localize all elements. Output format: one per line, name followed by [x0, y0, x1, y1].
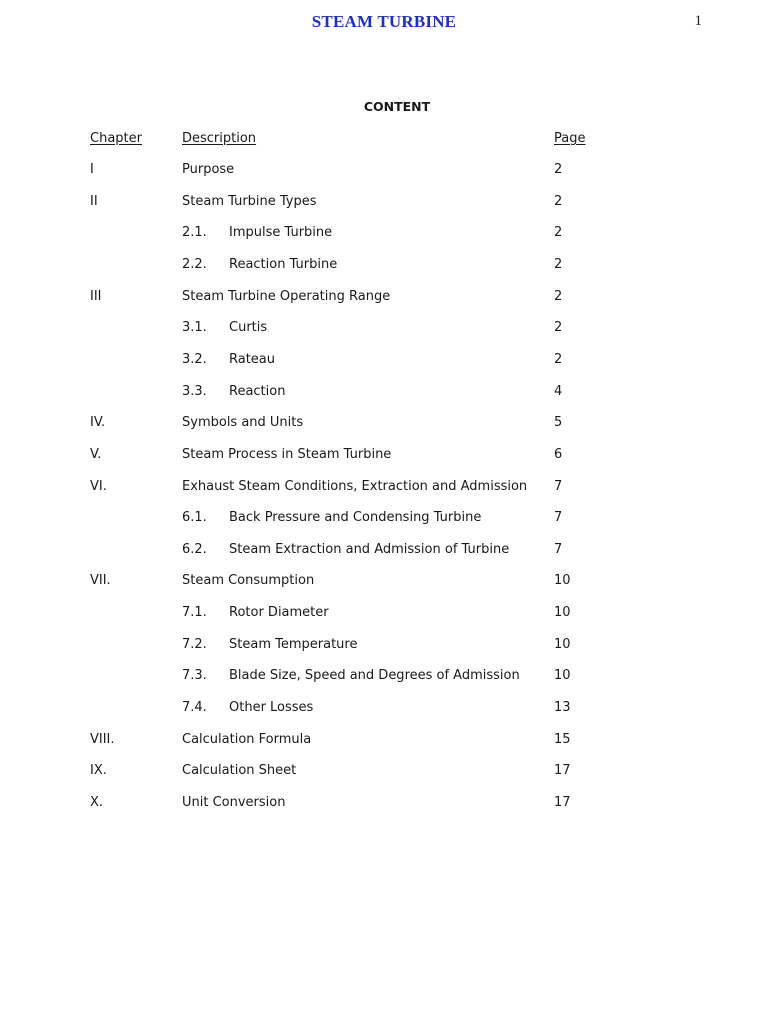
toc-row — [0, 762, 768, 780]
toc-section-number: 3.3. — [182, 384, 207, 399]
toc-section-number: 3.1. — [182, 320, 207, 335]
toc-page: 2 — [554, 162, 563, 177]
toc-row — [0, 794, 768, 812]
toc-page: 2 — [554, 257, 563, 272]
toc-chapter: VIII. — [90, 732, 115, 747]
toc-section-number: 3.2. — [182, 352, 207, 367]
toc-row — [0, 224, 768, 242]
toc-section-number: 2.2. — [182, 257, 207, 272]
toc-page: 5 — [554, 415, 563, 430]
toc-heading: CONTENT — [363, 99, 431, 114]
toc-page: 10 — [554, 573, 571, 588]
toc-description: Back Pressure and Condensing Turbine — [229, 510, 482, 525]
toc-row — [0, 604, 768, 622]
toc-chapter: IV. — [90, 415, 106, 430]
toc-row — [0, 383, 768, 401]
toc-description: Reaction Turbine — [229, 257, 338, 272]
toc-chapter: V. — [90, 447, 102, 462]
toc-description: Steam Process in Steam Turbine — [182, 447, 392, 462]
toc-page: 7 — [554, 542, 563, 557]
toc-page: 2 — [554, 352, 563, 367]
toc-description: Rateau — [229, 352, 276, 367]
toc-section-number: 6.1. — [182, 510, 207, 525]
toc-page: 10 — [554, 637, 571, 652]
toc-chapter: VII. — [90, 573, 111, 588]
toc-description: Calculation Formula — [182, 732, 312, 747]
toc-page: 2 — [554, 225, 563, 240]
toc-page: 13 — [554, 700, 571, 715]
chapter-column-header: Chapter — [90, 131, 142, 146]
toc-description: Other Losses — [229, 700, 314, 715]
page-column-header: Page — [554, 131, 586, 146]
toc-section-number: 7.1. — [182, 605, 207, 620]
toc-page: 2 — [554, 320, 563, 335]
page-number: 1 — [694, 13, 702, 29]
toc-page: 10 — [554, 605, 571, 620]
toc-row — [0, 572, 768, 590]
document-title: STEAM TURBINE — [311, 12, 457, 31]
toc-section-number: 6.2. — [182, 542, 207, 557]
toc-page: 7 — [554, 479, 563, 494]
toc-page: 15 — [554, 732, 571, 747]
toc-description: Exhaust Steam Conditions, Extraction and Admission — [182, 479, 528, 494]
toc-description: Impulse Turbine — [229, 225, 333, 240]
toc-row — [0, 667, 768, 685]
toc-description: Symbols and Units — [182, 415, 304, 430]
toc-row — [0, 161, 768, 179]
toc-row — [0, 288, 768, 306]
toc-section-number: 7.2. — [182, 637, 207, 652]
toc-description: Steam Turbine Operating Range — [182, 289, 391, 304]
toc-chapter: I — [90, 162, 94, 177]
toc-description: Rotor Diameter — [229, 605, 329, 620]
toc-row — [0, 193, 768, 211]
description-column-header: Description — [182, 131, 257, 146]
toc-page: 17 — [554, 795, 571, 810]
toc-description: Steam Extraction and Admission of Turbine — [229, 542, 510, 557]
toc-row — [0, 636, 768, 654]
toc-chapter: VI. — [90, 479, 107, 494]
toc-description: Reaction — [229, 384, 286, 399]
toc-row — [0, 319, 768, 337]
toc-description: Purpose — [182, 162, 235, 177]
toc-page: 4 — [554, 384, 563, 399]
toc-row — [0, 731, 768, 749]
toc-row — [0, 256, 768, 274]
toc-page: 10 — [554, 668, 571, 683]
toc-page: 2 — [554, 194, 563, 209]
toc-section-number: 7.4. — [182, 700, 207, 715]
toc-row — [0, 414, 768, 432]
toc-row — [0, 509, 768, 527]
toc-row — [0, 351, 768, 369]
toc-row — [0, 478, 768, 496]
toc-section-number: 7.3. — [182, 668, 207, 683]
toc-page: 7 — [554, 510, 563, 525]
toc-page: 6 — [554, 447, 563, 462]
toc-row — [0, 541, 768, 559]
toc-chapter: II — [90, 194, 98, 209]
toc-page: 2 — [554, 289, 563, 304]
toc-description: Calculation Sheet — [182, 763, 297, 778]
toc-row — [0, 699, 768, 717]
toc-page: 17 — [554, 763, 571, 778]
toc-description: Blade Size, Speed and Degrees of Admission — [229, 668, 520, 683]
toc-column-headers — [0, 130, 768, 148]
toc-description: Curtis — [229, 320, 268, 335]
toc-description: Unit Conversion — [182, 795, 286, 810]
toc-description: Steam Turbine Types — [182, 194, 317, 209]
toc-chapter: IX. — [90, 763, 107, 778]
toc-description: Steam Temperature — [229, 637, 358, 652]
toc-description: Steam Consumption — [182, 573, 315, 588]
toc-chapter: III — [90, 289, 102, 304]
toc-section-number: 2.1. — [182, 225, 207, 240]
toc-chapter: X. — [90, 795, 104, 810]
toc-row — [0, 446, 768, 464]
